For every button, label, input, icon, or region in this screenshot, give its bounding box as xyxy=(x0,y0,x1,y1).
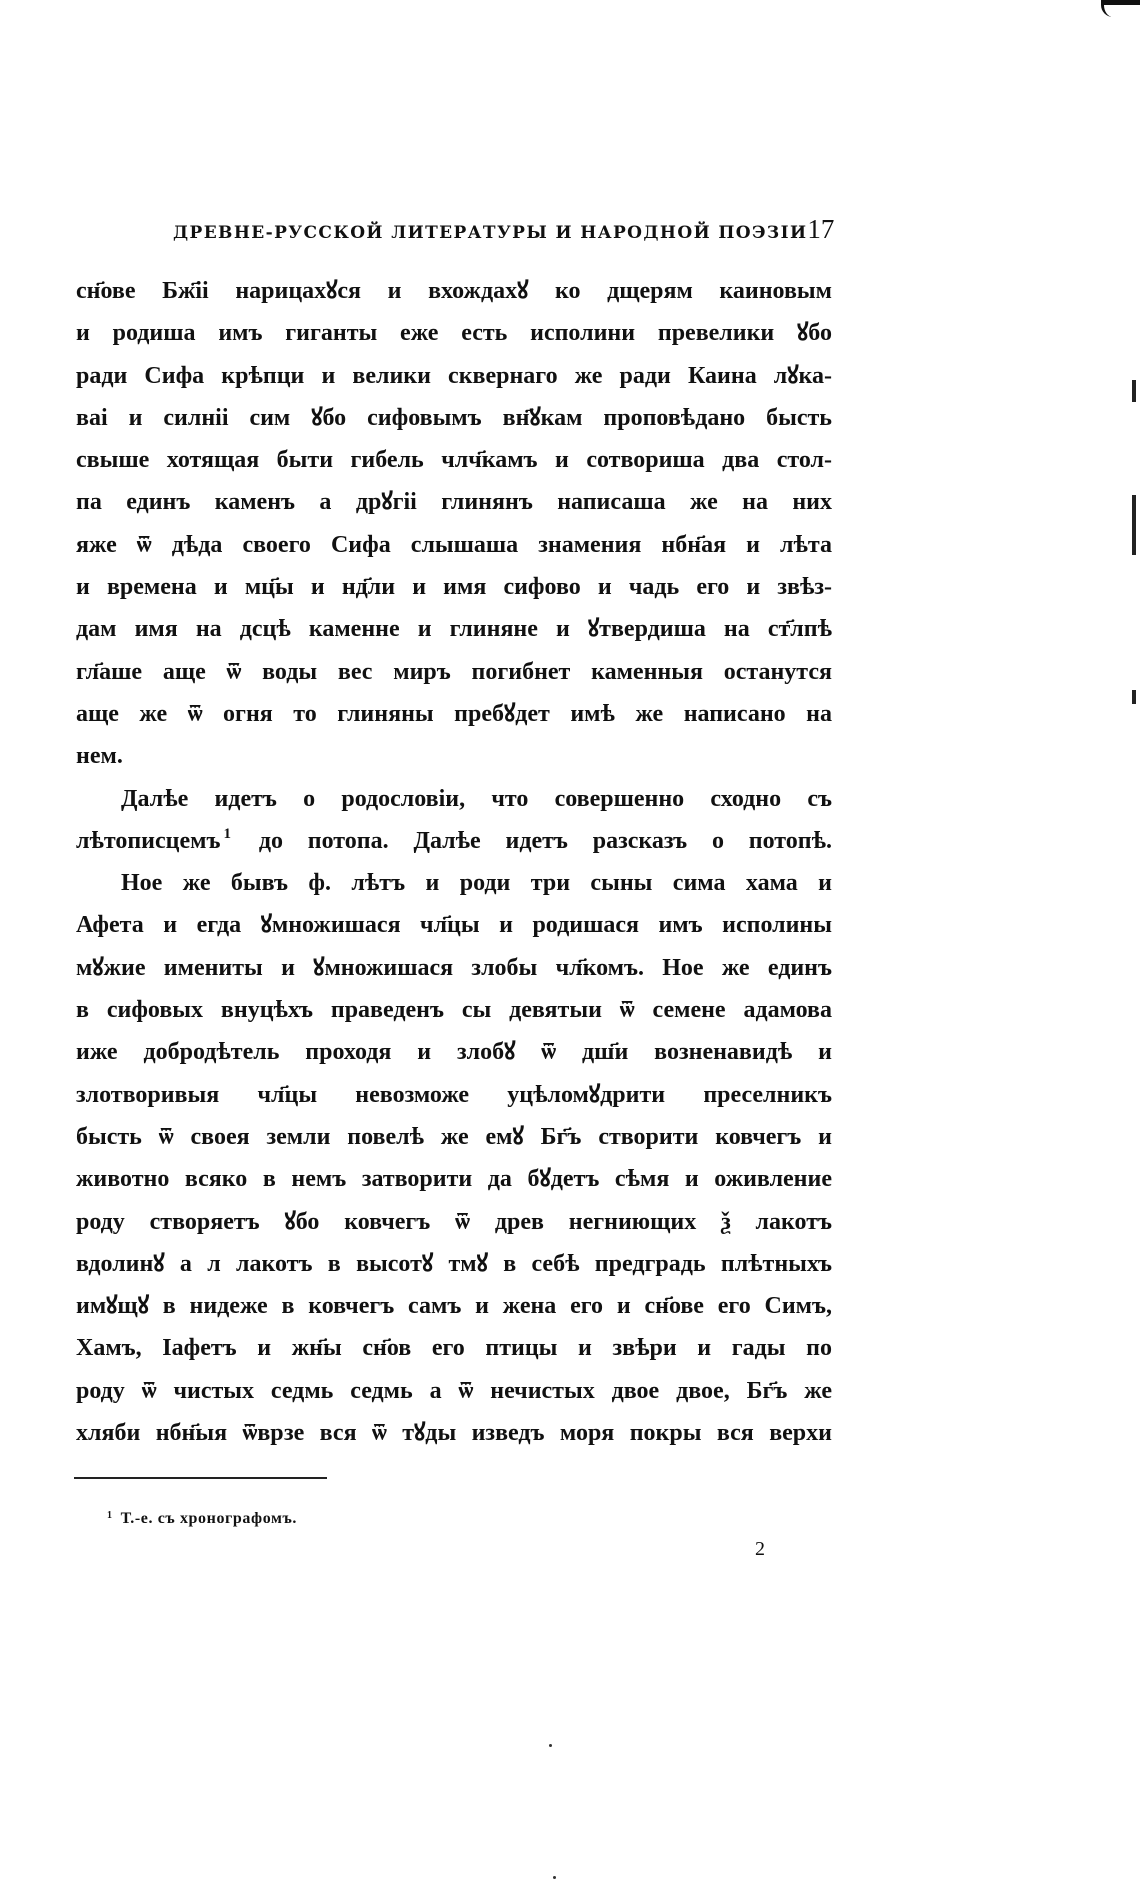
text-line: и родиша имъ гиганты еже есть исполини превелики ꙋбо xyxy=(76,320,832,347)
text-line: аще же ѿ огня то глиняны пребꙋдет имѣ же написано на xyxy=(76,700,832,727)
text-line: мꙋжие имениты и ꙋмножишася злобы чл҃комъ. Ное же единъ xyxy=(76,954,832,981)
text-line: Ное же бывъ ф. лѣтъ и роди три сыны сима хама и xyxy=(121,870,832,897)
text-line: яже ѿ дѣда своего Сифа слышаша знамения нбн҃ая и лѣта xyxy=(76,531,832,558)
signature-mark: 2 xyxy=(755,1538,765,1560)
text-line: свыше хотящая быти гибель члч҃камъ и сотвориша два стол- xyxy=(76,447,832,474)
running-head xyxy=(173,214,835,246)
text-line xyxy=(76,820,832,862)
footnote xyxy=(107,1510,297,1528)
text-line: роду створяетъ ꙋбо ковчегъ ѿ древ негниющих ѯ лакотъ xyxy=(76,1208,832,1235)
body-text xyxy=(76,270,832,1454)
text-line: Хамъ, Іафетъ и жн҃ы сн҃ов его птицы и звѣри и гады по xyxy=(76,1335,832,1362)
text-line: роду ѿ чистых седмь седмь а ѿ нечистых двое двое, Бг҃ъ же xyxy=(76,1377,832,1404)
scan-edge-tick xyxy=(1132,380,1136,402)
scan-speck xyxy=(549,1744,552,1747)
text-line: животно всяко в немъ затворити да бꙋдетъ сѣмя и оживление xyxy=(76,1166,832,1193)
text-line: Далѣе идетъ о родословіи, что совершенно сходно съ xyxy=(121,785,832,812)
text-line: дам имя на дсцѣ каменне и глиняне и ꙋтвердиша на ст҃лпѣ xyxy=(76,616,832,643)
text-line: ради Сифа крѣпци и велики сквернаго же ради Каина лꙋка- xyxy=(76,362,832,389)
text-line: вдолинꙋ а л лакотъ в высотꙋ тмꙋ в себѣ предградь плѣтныхъ xyxy=(76,1250,832,1277)
footnote-marker: 1 xyxy=(107,1510,113,1521)
text-line: и времена и мц҃ы и нд҃ли и имя сифово и чадь его и звѣз- xyxy=(76,574,832,601)
text-line: гл҃аше аще ѿ воды вес миръ погибнет каменныя останутся xyxy=(76,658,832,685)
scan-edge-tick xyxy=(1132,690,1136,704)
text-line: ваі и силніі сим ꙋбо сифовымъ вн҃ꙋкам проповѣдано бысть xyxy=(76,404,832,431)
page-number: 17 xyxy=(807,214,835,244)
footnote-reference[interactable]: 1 xyxy=(223,825,231,842)
text-line: хляби нбн҃ыя ѿврзе вся ѿ тꙋды изведъ моря покры вся верхи xyxy=(76,1420,832,1447)
text-line: нем. xyxy=(76,743,123,770)
scan-edge-mark xyxy=(1101,0,1140,17)
footnote-text: Т.-е. съ хронографомъ. xyxy=(120,1510,298,1527)
text-line: злотворивыя чл҃цы невозможе уцѣломꙋдрити преселникъ xyxy=(76,1081,832,1108)
running-title: ДРЕВНЕ-РУССКОЙ ЛИТЕРАТУРЫ И НАРОДНОЙ ПОЭЗІИ xyxy=(173,223,808,243)
text-segment: лѣтописцемъ xyxy=(76,827,221,854)
text-line: в сифовых внуцѣхъ праведенъ сы девятыи ѿ семене адамова xyxy=(76,997,832,1024)
text-line: имꙋщꙋ в нидеже в ковчегъ самъ и жена его и сн҃ове его Симъ, xyxy=(76,1293,832,1320)
scan-speck xyxy=(553,1876,556,1879)
text-line: бысть ѿ своея земли повелѣ же емꙋ Бг҃ъ створити ковчегъ и xyxy=(76,1123,832,1150)
text-segment: до потопа. Далѣе идетъ разсказъ о потопѣ. xyxy=(258,827,832,854)
text-line: па единъ каменъ а дрꙋгіі глинянъ написаша же на них xyxy=(76,489,832,516)
text-line: сн҃ове Бж҃іі нарицахꙋся и вхождахꙋ ко дщерям каиновым xyxy=(76,278,832,304)
footnote-divider xyxy=(74,1477,327,1479)
text-line: Афета и егда ꙋмножишася чл҃цы и родишася имъ исполины xyxy=(76,912,832,939)
text-line: иже добродѣтель проходя и злобꙋ ѿ дш҃и возненавидѣ и xyxy=(76,1039,832,1066)
scan-edge-tick xyxy=(1132,495,1136,555)
